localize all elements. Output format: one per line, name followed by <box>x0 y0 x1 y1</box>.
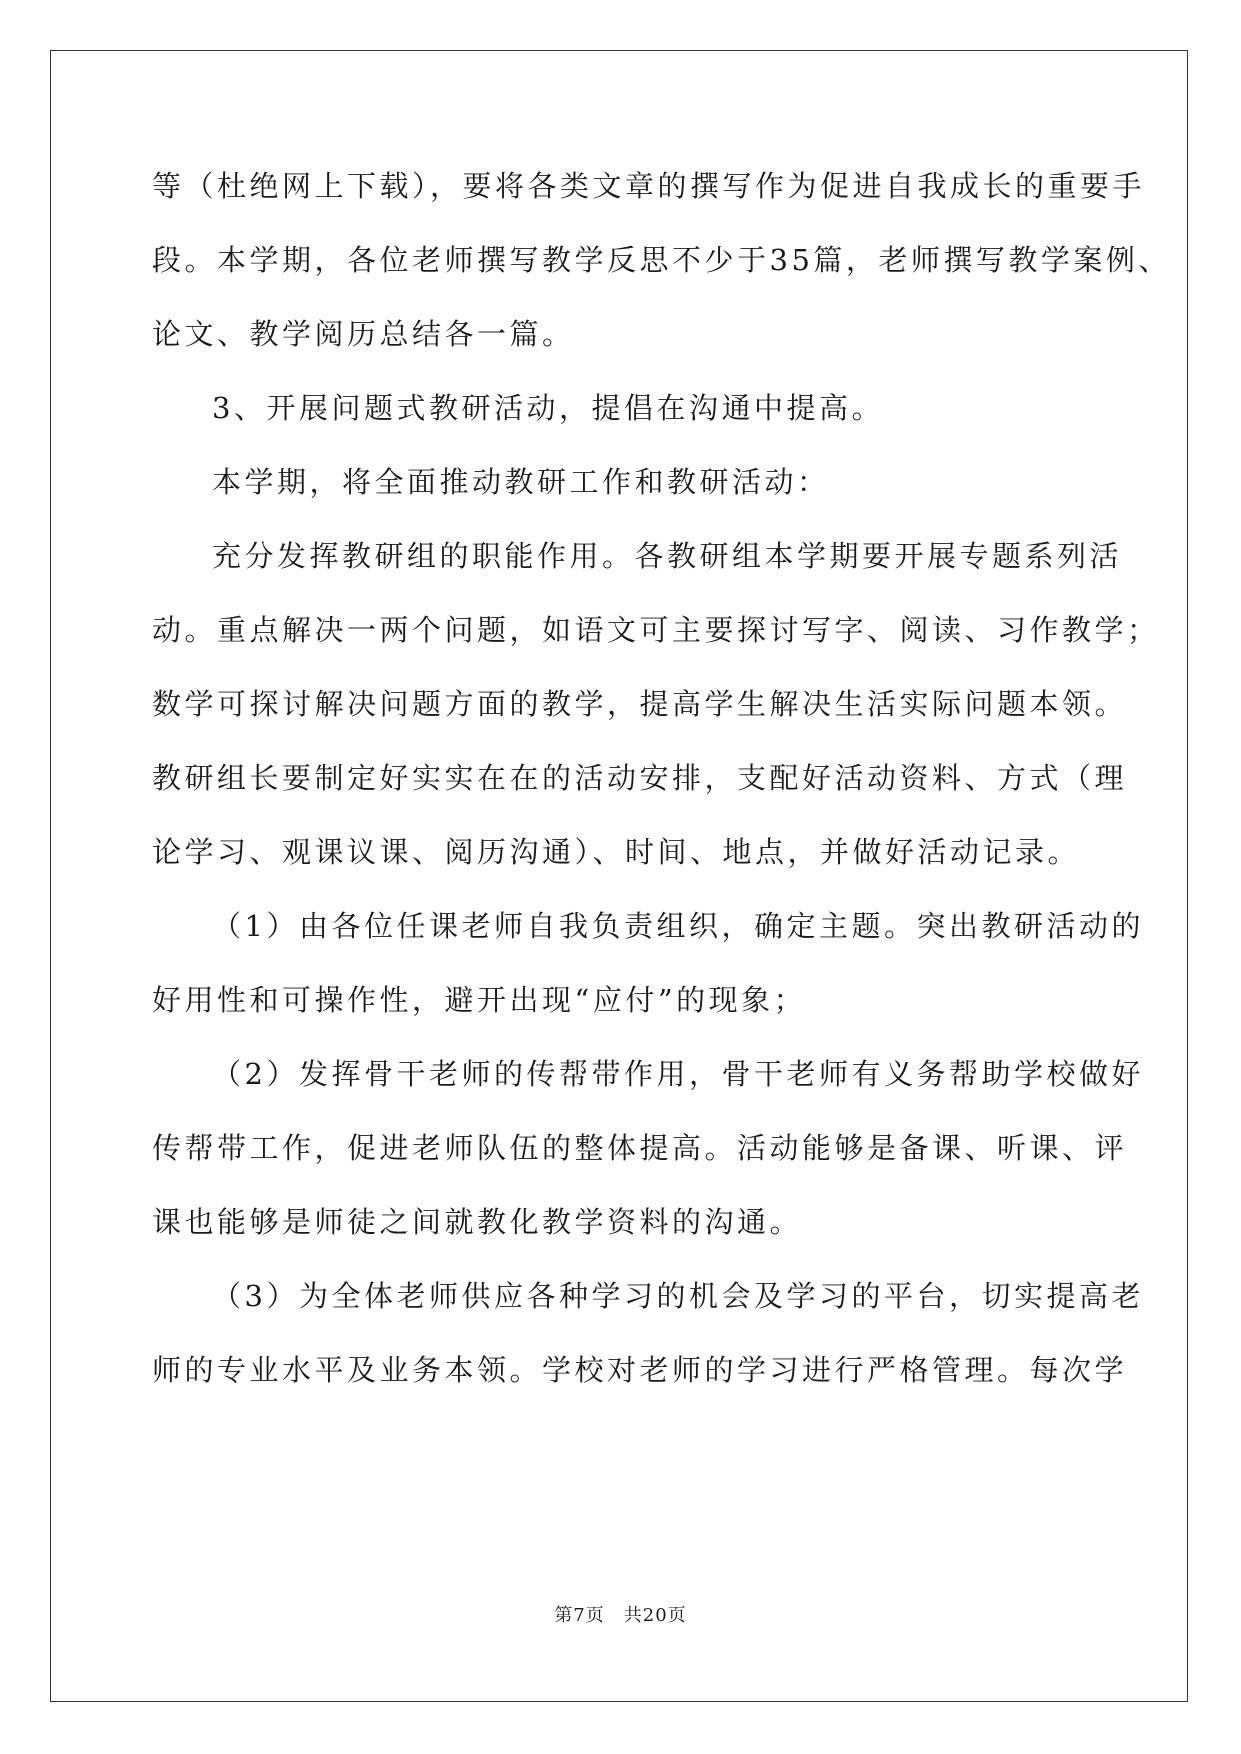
list-item: （1）由各位任课老师自我负责组织，确定主题。突出教研活动的 <box>212 909 1144 943</box>
section-heading: 3、开展问题式教研活动，提倡在沟通中提高。 <box>212 391 884 425</box>
page-number: 第7页 共20页 <box>554 1605 687 1626</box>
text-line: 论学习、观课议课、阅历沟通）、时间、地点，并做好活动记录。 <box>152 835 1081 869</box>
text-line: 课也能够是师徒之间就教化教学资料的沟通。 <box>152 1205 803 1239</box>
text-line: 好用性和可操作性，避开出现“应付”的现象； <box>152 983 807 1017</box>
text-line: 师的专业水平及业务本领。学校对老师的学习进行严格管理。每次学 <box>152 1353 1128 1387</box>
text-line: 教研组长要制定好实实在在的活动安排，支配好活动资料、方式（理 <box>152 761 1128 795</box>
list-item: （2）发挥骨干老师的传帮带作用，骨干老师有义务帮助学校做好 <box>212 1057 1144 1091</box>
text-line: 充分发挥教研组的职能作用。各教研组本学期要开展专题系列活 <box>212 539 1123 573</box>
text-line: 动。重点解决一两个问题，如语文可主要探讨写字、阅读、习作教学； <box>152 613 1160 647</box>
text-line: 数学可探讨解决问题方面的教学，提高学生解决生活实际问题本领。 <box>152 687 1128 721</box>
page-border <box>50 50 1188 1702</box>
text-line: 本学期，将全面推动教研工作和教研活动： <box>212 465 830 499</box>
text-line: 传帮带工作，促进老师队伍的整体提高。活动能够是备课、听课、评 <box>152 1131 1128 1165</box>
text-line: 论文、教学阅历总结各一篇。 <box>152 317 575 351</box>
text-line: 段。本学期，各位老师撰写教学反思不少于35篇，老师撰写教学案例、 <box>152 243 1171 277</box>
text-line: 等（杜绝网上下载），要将各类文章的撰写作为促进自我成长的重要手 <box>152 169 1146 203</box>
list-item: （3）为全体老师供应各种学习的机会及学习的平台，切实提高老 <box>212 1279 1144 1313</box>
